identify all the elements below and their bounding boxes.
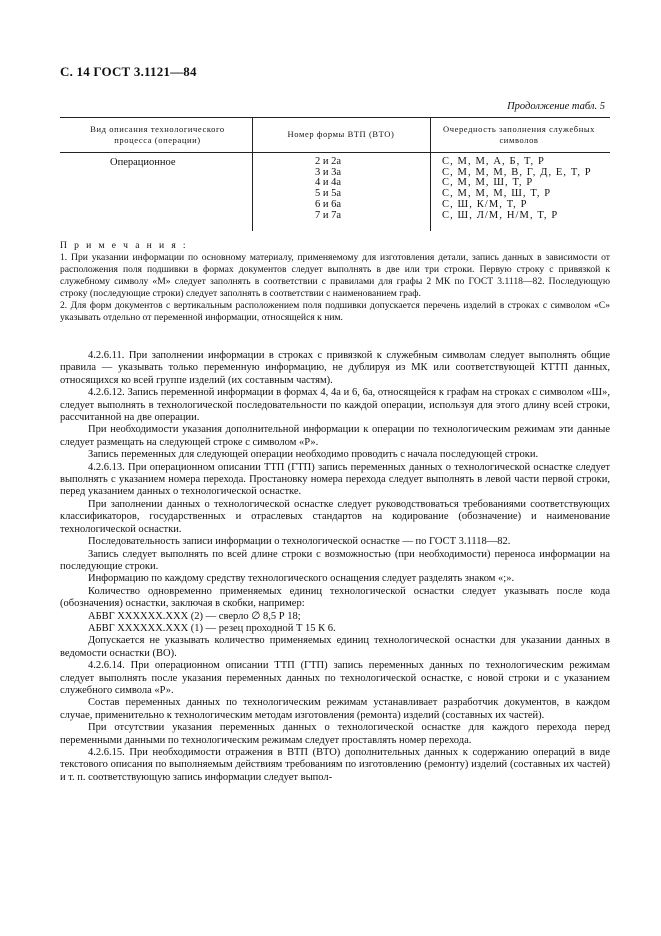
paragraph: При необходимости указания дополнительной информации к операции по технологическим режимам эти данные следует размещать на следующей строке с символом «Р». — [60, 424, 610, 448]
paragraph: Допускается не указывать количество применяемых единиц технологической оснастки для указании данных в ведомости оснастки (ВО). — [60, 635, 610, 659]
symbol-sequence: С, М, М, М, В, Г, Д, Е, Т, Р — [442, 166, 592, 178]
table-header-cell: Вид описания технологического процесса (операции) — [90, 124, 225, 145]
note-item: 2. Для форм документов с вертикальным расположением поля подшивки допускается перечень изделий в строках с символом «С» указывать отдельно от переменной информации, относящейся к ним. — [60, 300, 610, 323]
paragraph: Состав переменных данных по технологическим режимам устанавливает разработчик документов, в каждом случае, применительно к технологическим методам изготовления (ремонта) изделий (составных их частей). — [60, 697, 610, 721]
paragraph: Запись следует выполнять по всей длине строки с возможностью (при необходимости) переноса информации на последующие строки. — [60, 548, 610, 572]
paragraph: Последовательность записи информации о технологической оснастке — по ГОСТ 3.1118—82. — [88, 536, 511, 548]
table-cell-symbol-order — [442, 157, 592, 221]
table-column-divider — [252, 152, 253, 231]
table-cell-form-numbers — [315, 157, 341, 221]
table-cell-description-type: Операционное — [110, 157, 176, 168]
notes-title: П р и м е ч а н и я : — [60, 240, 189, 251]
note-item: 1. При указании информации по основному материалу, применяемому для изготовления детали, запись данных в зависимости от расположения поля подшивки в формах документов следует выполнять в две или три строки. Первую строку с привязкой к служебному символу «М» следует заполнять в соответствии с правилами для графы 2 МК по ГОСТ 3.1118—82. Последующую строку (последующие строки) следует заполнять в соответствии с наименованием граф. — [60, 252, 610, 299]
paragraph: 4.2.6.11. При заполнении информации в строках с привязкой к служебным символам следует выполнять общие правила — указывать только переменную информацию, не дублируя из МК или соответствующей КТТП данных, относящихся ко всей группе изделий (их составным частям). — [60, 350, 610, 386]
form-number: 2 и 2а — [315, 156, 342, 167]
form-number: 3 и 3а — [315, 166, 342, 178]
example-line: АБВГ XXXXXX.XXX (1) — резец проходной Т 15 К 6. — [88, 622, 336, 634]
table-continuation-label: Продолжение табл. 5 — [507, 101, 605, 112]
body-text — [60, 350, 610, 784]
page-header: С. 14 ГОСТ 3.1121—84 — [60, 64, 197, 79]
table-header-cell: Очередность заполнения служебных символов — [442, 124, 596, 145]
symbol-sequence: С, М, М, М, Ш, Т, Р — [442, 188, 552, 200]
table-column-divider — [252, 117, 253, 152]
paragraph: Запись переменных для следующей операции необходимо проводить с начала последующей строки. — [88, 449, 539, 461]
table-notes — [60, 240, 610, 324]
form-number: 6 и 6а — [315, 198, 342, 210]
table-column-divider — [430, 117, 431, 152]
symbol-sequence: С, М, М, Ш, Т, Р — [442, 177, 534, 189]
form-number: 5 и 5а — [315, 188, 342, 200]
paragraph: 4.2.6.12. Запись переменной информации в формах 4, 4а и 6, 6а, относящейся к графам на строках с символом «Ш», следует выполнять в технологической последовательности по каждой операции, используя для этого длину всей строки, рассчитанной на две операции. — [60, 387, 610, 424]
form-number: 7 и 7а — [315, 209, 342, 221]
paragraph: Информацию по каждому средству технологического оснащения следует разделять знаком «;». — [88, 573, 515, 585]
symbol-sequence: С, М, М, А, Б, Т, Р — [442, 156, 545, 167]
paragraph: При заполнении данных о технологической оснастке следует руководствоваться требованиями соответствующих классификаторов, государственных и отраслевых стандартов на кодирование (обозначение) и наименование технологической оснастки. — [60, 498, 610, 535]
paragraph: 4.2.6.13. При операционном описании ТТП (ГТП) запись переменных данных о технологической оснастке следует выполнять с указанием номера перехода. Простановку номера перехода следует выполнять в левой части первой строки, перед указанием данных о технологической оснастке. — [60, 461, 610, 498]
symbol-sequence: С, Ш, К/М, Т, Р — [442, 198, 528, 210]
table-header-cell: Номер формы ВТП (ВТО) — [287, 129, 395, 139]
table-top-rule — [60, 117, 610, 118]
paragraph: 4.2.6.15. При необходимости отражения в ВТП (ВТО) дополнительных данных к содержанию операций в виде текстового описания по выполняемым действиям требованиям по изготовлению (ремонту) изделий (составных их частей) и т. п. соответствующую запись информации следует выпол- — [60, 747, 610, 783]
example-line: АБВГ XXXXXX.XXX (2) — сверло ∅ 8,5 Р 18; — [88, 610, 301, 622]
paragraph: При отсутствии указания переменных данных о технологической оснастке для каждого перехода перед переменными данными по технологическим режимам следует проставлять номер перехода. — [60, 722, 610, 746]
table-column-divider — [430, 152, 431, 231]
form-number: 4 и 4а — [315, 177, 342, 189]
table-header-rule — [60, 152, 610, 153]
paragraph: 4.2.6.14. При операционном описании ТТП (ГТП) запись переменных данных по технологическим режимам следует выполнять после указания переменных данных по технологической оснастке, с новой строки и с указанием служебного символа «Р». — [60, 660, 610, 696]
symbol-sequence: С, Ш, Л/М, Н/М, Т, Р — [442, 209, 559, 221]
paragraph: Количество одновременно применяемых единиц технологической оснастки следует указывать после кода (обозначения) оснастки, заключая в скобки, например: — [60, 585, 610, 610]
